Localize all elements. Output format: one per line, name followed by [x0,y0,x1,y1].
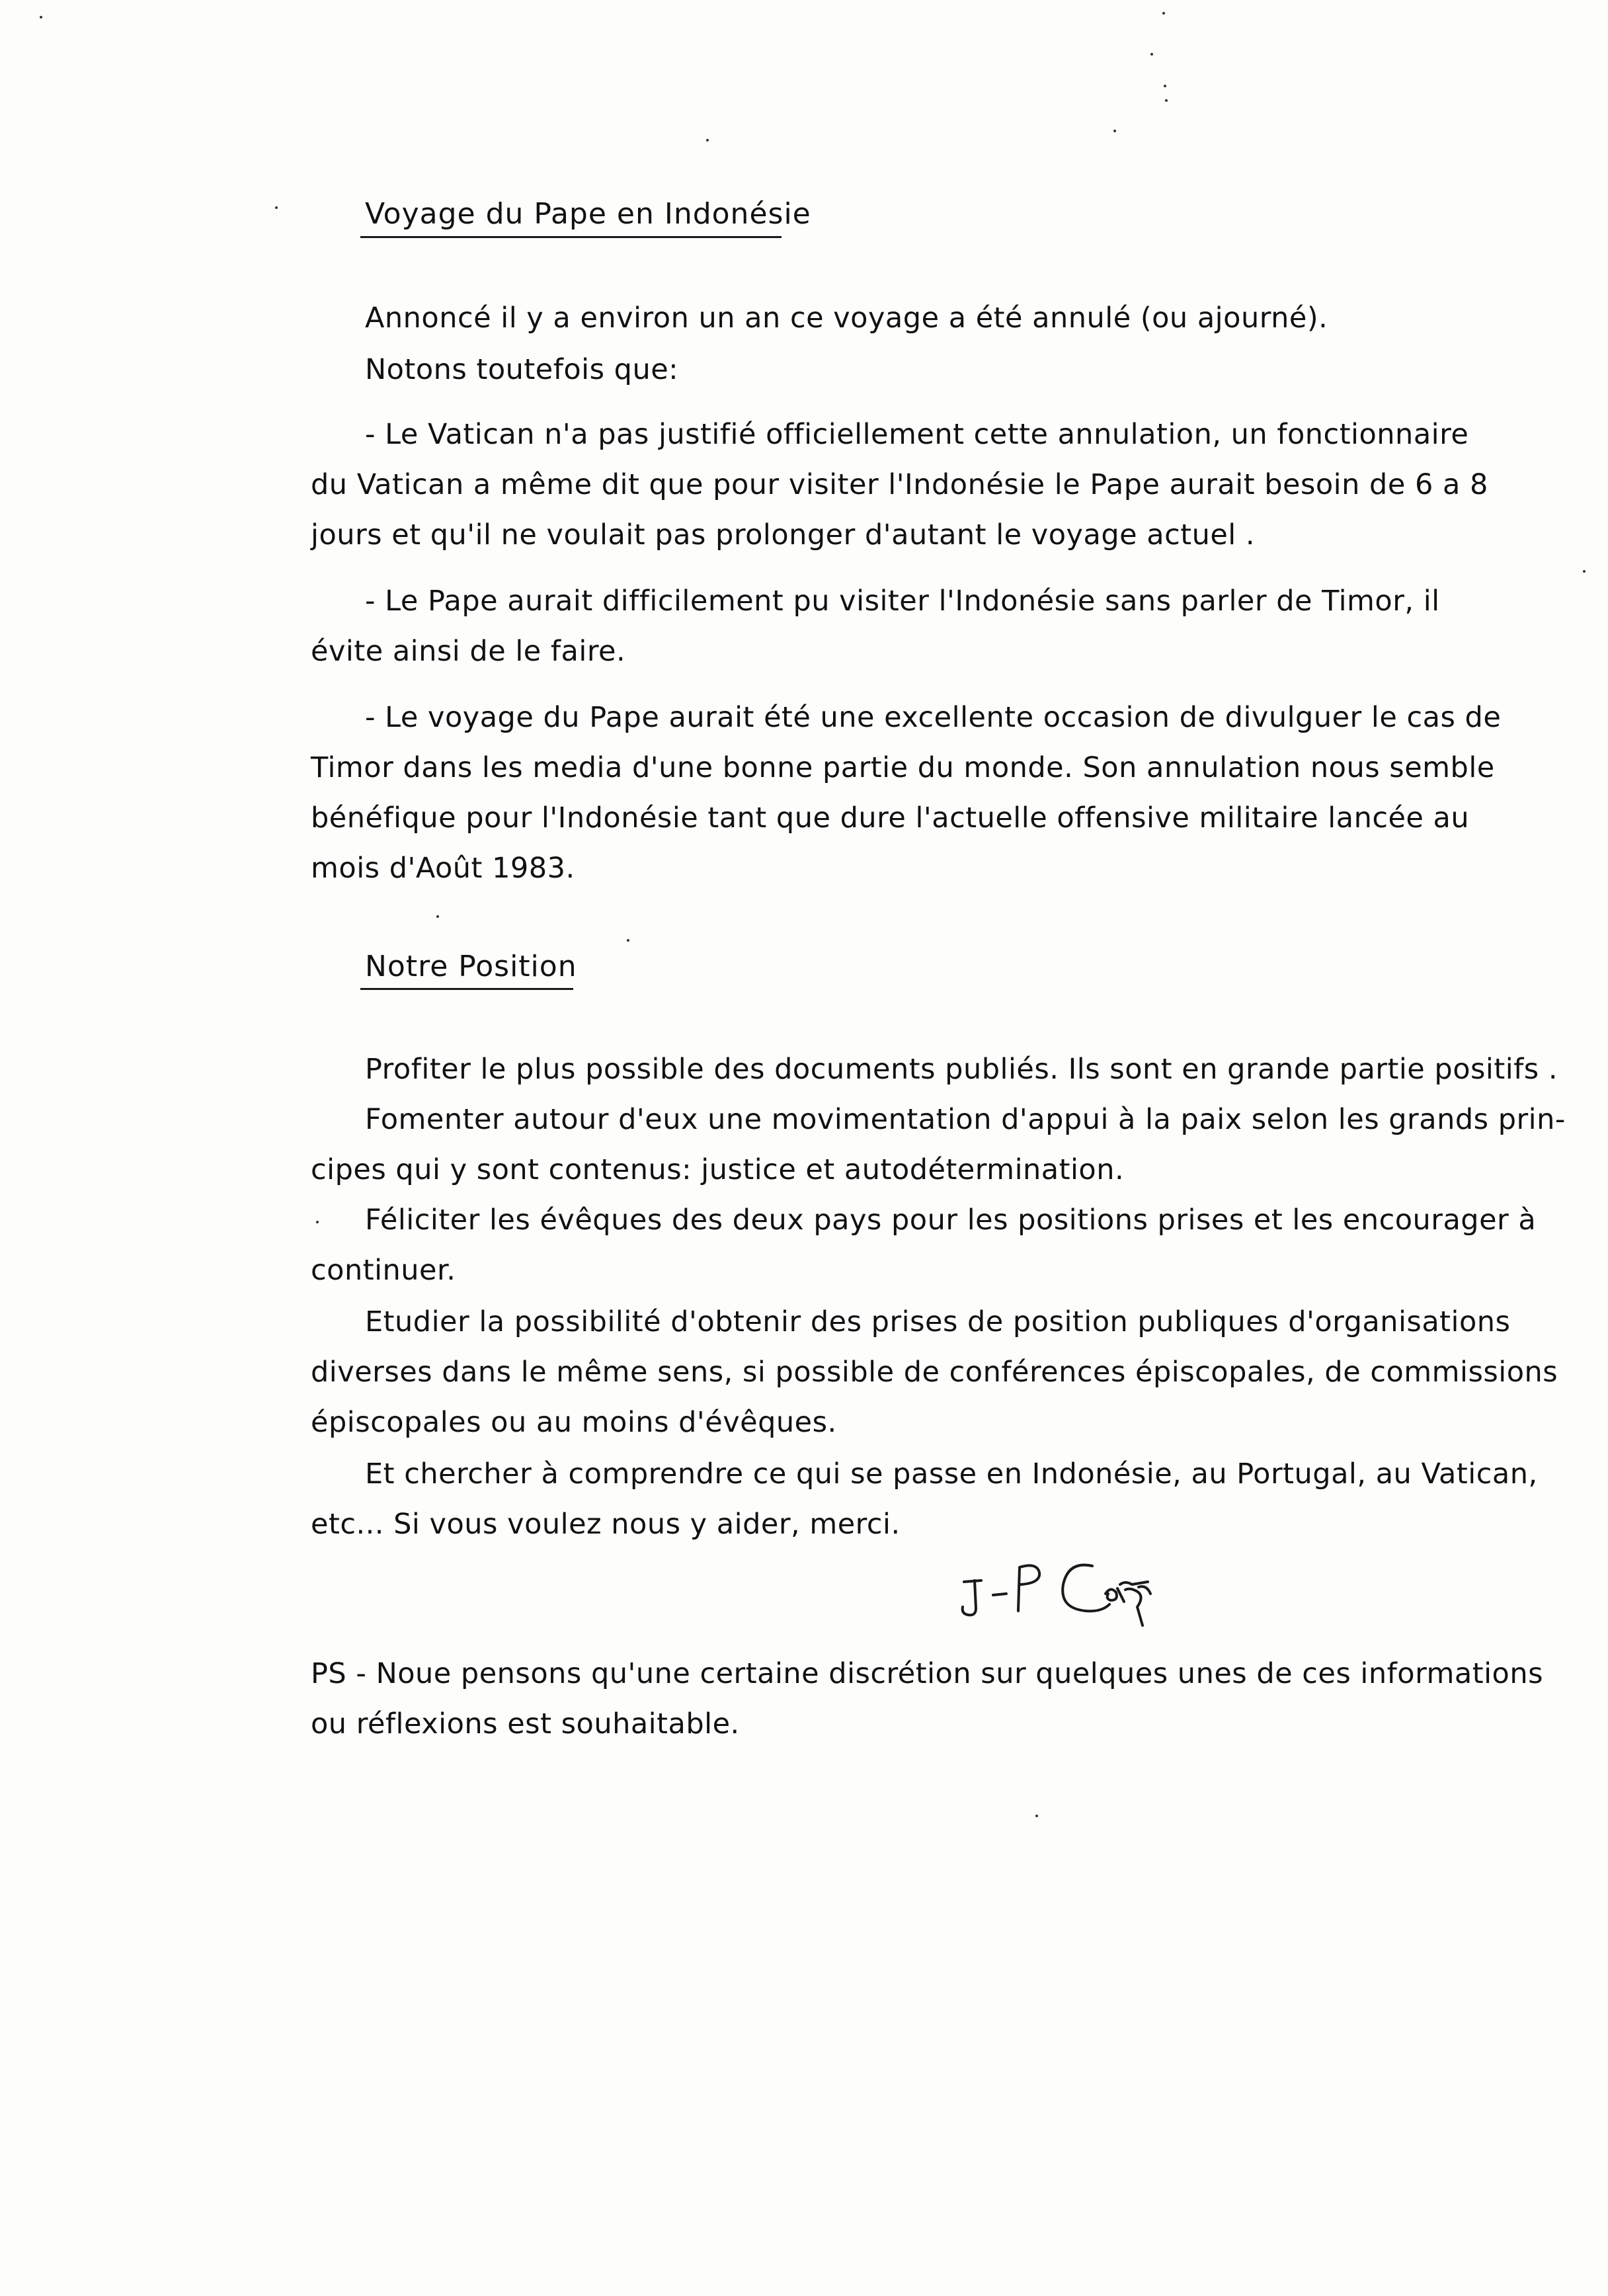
postscript-line: ou réflexions est souhaitable. [311,1707,740,1741]
point-line: jours et qu'il ne voulait pas prolonger d'autant le voyage actuel . [311,518,1256,552]
paragraph-line: Féliciter les évêques des deux pays pour les positions prises et les encourager à [365,1204,1537,1237]
paragraph-line: etc... Si vous voulez nous y aider, merci. [311,1508,901,1541]
point-line: - Le voyage du Pape aurait été une excellente occasion de divulguer le cas de [365,701,1502,734]
paragraph-line: épiscopales ou au moins d'évêques. [311,1406,837,1439]
scan-speck [316,1221,319,1223]
heading-underline [360,988,573,990]
intro-line: Notons toutefois que: [365,353,679,386]
scan-speck [436,915,439,918]
scan-speck [1113,130,1116,132]
scan-speck [1165,99,1168,102]
paragraph-line: Et chercher à comprendre ce qui se passe en Indonésie, au Portugal, au Vatican, [365,1457,1538,1491]
intro-line: Annoncé il y a environ un an ce voyage a été annulé (ou ajourné). [365,302,1328,335]
handwritten-signature [952,1547,1230,1633]
scan-speck [627,939,629,942]
section-heading-position: Notre Position [365,950,577,983]
point-line: - Le Vatican n'a pas justifié officiellement cette annulation, un fonctionnaire [365,418,1469,451]
point-line: mois d'Août 1983. [311,852,575,885]
scan-speck [1150,53,1153,56]
paragraph-line: cipes qui y sont contenus: justice et autodétermination. [311,1153,1125,1186]
paragraph-line: Fomenter autour d'eux une movimentation d'appui à la paix selon les grands prin- [365,1103,1566,1136]
heading-underline [360,236,782,238]
scan-speck [706,139,709,142]
paragraph-line: continuer. [311,1254,456,1287]
point-line: Timor dans les media d'une bonne partie du monde. Son annulation nous semble [311,751,1495,784]
section-heading-voyage: Voyage du Pape en Indonésie [365,197,811,231]
paragraph-line: diverses dans le même sens, si possible de conférences épiscopales, de commissions [311,1356,1558,1389]
scan-speck [1164,85,1166,87]
scan-speck [1162,12,1165,15]
paragraph-line: Etudier la possibilité d'obtenir des prises de position publiques d'organisations [365,1305,1511,1338]
point-line: évite ainsi de le faire. [311,635,626,668]
point-line: bénéfique pour l'Indonésie tant que dure l'actuelle offensive militaire lancée au [311,801,1470,835]
scan-speck [1035,1815,1038,1817]
postscript-line: PS - Noue pensons qu'une certaine discrétion sur quelques unes de ces informations [311,1657,1544,1690]
point-line: - Le Pape aurait difficilement pu visiter l'Indonésie sans parler de Timor, il [365,585,1440,618]
scan-speck [1583,570,1586,573]
scan-speck [275,206,278,209]
point-line: du Vatican a même dit que pour visiter l'Indonésie le Pape aurait besoin de 6 a 8 [311,468,1488,501]
paragraph-line: Profiter le plus possible des documents publiés. Ils sont en grande partie positifs . [365,1053,1558,1086]
scan-speck [40,16,42,19]
